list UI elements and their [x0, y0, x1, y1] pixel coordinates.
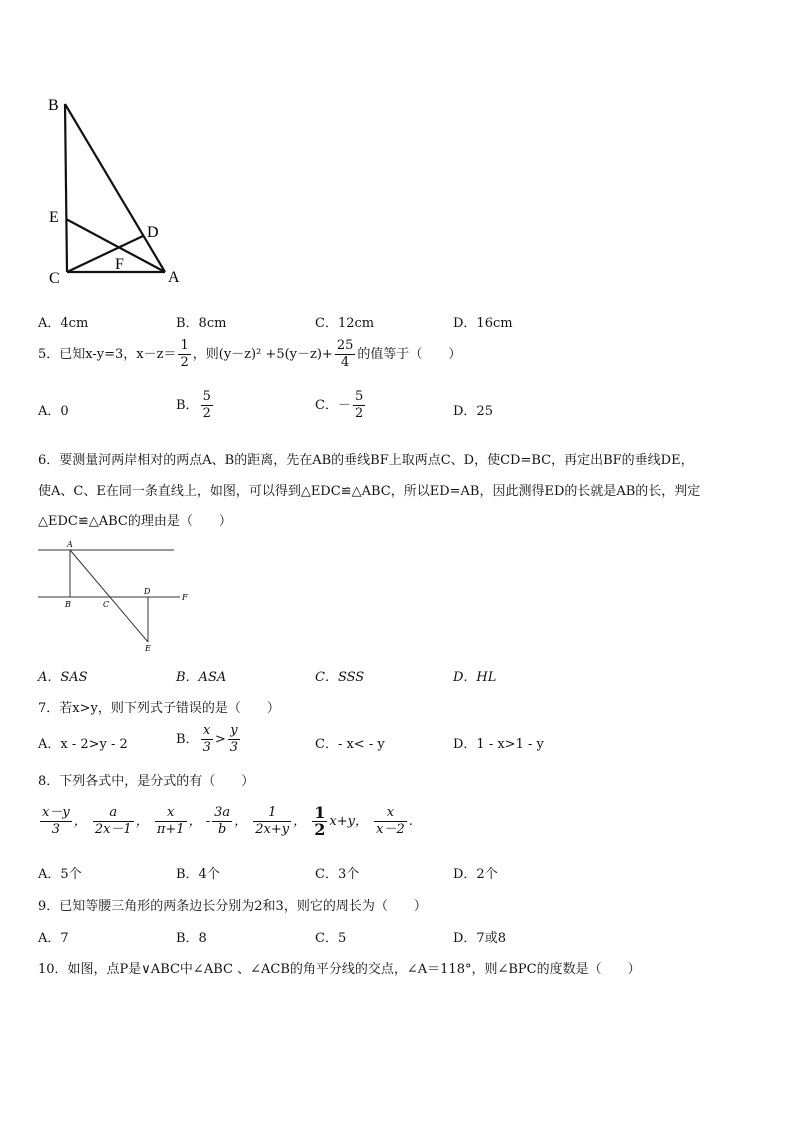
- river-figure: [36, 538, 196, 656]
- q5-option-b-label: B．: [176, 398, 199, 413]
- q8-expr-5-den: 2x+y: [255, 822, 290, 837]
- label-d: D: [144, 587, 151, 596]
- q8-option-c[interactable]: C．3个: [315, 867, 360, 882]
- q5-fraction: [335, 338, 356, 371]
- q8-expr-6-num: 1: [314, 803, 326, 822]
- q6-line-3: △EDC≌△ABC的理由是（ ）: [38, 514, 232, 529]
- q7-option-a[interactable]: A．x - 2>y - 2: [38, 737, 128, 752]
- q5-frac-den: 4: [340, 355, 350, 370]
- q8-expr-4-num: 3a: [214, 805, 231, 820]
- q8-expr-2: [93, 805, 134, 838]
- q5-option-b-fraction: [201, 389, 213, 422]
- question-10: 10．如图，点P是∨ABC中∠ABC 、∠ACB的角平分线的交点，∠A＝118°，则∠BPC的度数是（ ）: [38, 962, 641, 977]
- q8-expr-4-den: b: [217, 822, 227, 837]
- q7-option-b-op: >: [214, 732, 226, 747]
- q5-option-b-num: 5: [202, 389, 211, 404]
- q5-mid: ，则(y－z)² +5(y－z)+: [192, 347, 333, 362]
- q9-option-c[interactable]: C．5: [315, 931, 347, 946]
- q8-expr-2-num: a: [93, 805, 134, 822]
- label-d: D: [147, 224, 159, 241]
- q5-option-b[interactable]: [176, 389, 215, 422]
- label-b: B: [65, 600, 71, 609]
- q6-option-b[interactable]: B．ASA: [176, 670, 227, 685]
- q8-expr-5: [253, 805, 291, 838]
- q8-expr-7: [374, 805, 407, 838]
- q7-option-d[interactable]: D．1 - x>1 - y: [453, 737, 544, 752]
- q8-expr-6-den: 2: [314, 820, 326, 839]
- q7-option-b-left-den: 3: [202, 740, 211, 755]
- triangle-figure: [40, 92, 200, 292]
- q5-suffix: 的值等于（ ）: [357, 347, 462, 362]
- q7-option-c[interactable]: C．- x< - y: [315, 737, 385, 752]
- label-a: A: [67, 540, 73, 549]
- q8-expr-7-num: x: [374, 805, 407, 822]
- label-a: A: [168, 269, 180, 286]
- q5-option-c-num: 5: [354, 389, 364, 404]
- q8-expr-6: [312, 805, 327, 838]
- q7-option-b-right-den: 3: [229, 740, 239, 755]
- q5-option-b-den: 2: [202, 406, 211, 421]
- q8-expressions: $\frac{x-y}{3}$ ， $\frac{a}{2x-1}$ ， $\frac{x}{\pi+1}$ ， - $\frac{3a}{b}$ ， $\frac{1}{2x+y}$ ， $\frac{1}{2}$ x+y， $\frac{x}{x-2}$ .: [42, 803, 413, 839]
- q9-option-a[interactable]: A．7: [38, 931, 69, 946]
- q5-option-d[interactable]: D．25: [453, 404, 493, 419]
- q8-expr-1: [40, 805, 72, 838]
- segment-ae: [70, 550, 148, 642]
- q8-expr-4: [212, 805, 232, 838]
- q7-option-b-label: B．: [176, 732, 199, 747]
- q4-option-b[interactable]: B．8cm: [176, 316, 227, 331]
- label-c: C: [49, 270, 60, 287]
- q8-expr-2-den: 2x－1: [94, 822, 132, 837]
- q5-option-c-fraction: [353, 389, 365, 422]
- q8-expr-1-den: 3: [51, 822, 60, 837]
- q8-expr-7-den: x－2: [376, 822, 405, 837]
- q6-option-d[interactable]: D．HL: [453, 670, 497, 685]
- label-f: F: [115, 256, 124, 273]
- q6-option-c[interactable]: C．SSS: [315, 670, 365, 685]
- q9-option-b[interactable]: B．8: [176, 931, 207, 946]
- q6-line-1: 6．要测量河两岸相对的两点A、B的距离，先在AB的垂线BF上取两点C、D，使CD=BC，再定出BF的垂线DE，: [38, 453, 694, 468]
- q7-option-b-right-num: y: [228, 723, 240, 740]
- q5-option-c[interactable]: [315, 389, 367, 422]
- q8-expr-3-den: π+1: [156, 822, 185, 837]
- q4-option-a[interactable]: A．4cm: [38, 316, 89, 331]
- q8-option-d[interactable]: D．2个: [453, 867, 498, 882]
- q8-option-a[interactable]: A．5个: [38, 867, 82, 882]
- question-9: 9．已知等腰三角形的两条边长分别为2和3，则它的周长为（ ）: [38, 899, 427, 914]
- label-e: E: [145, 644, 151, 653]
- q7-option-b-left: [201, 723, 213, 756]
- q8-expr-5-num: 1: [253, 805, 291, 822]
- q5-prefix: 5．已知x-y=3，x－z＝: [38, 347, 177, 362]
- q5-option-c-label: C．－: [315, 398, 351, 413]
- q8-expr-3: [155, 805, 187, 838]
- label-e: E: [49, 209, 59, 226]
- q7-option-b[interactable]: [176, 723, 242, 756]
- q4-option-c[interactable]: C．12cm: [315, 316, 375, 331]
- q5-frac-num: 25: [336, 338, 354, 353]
- q4-option-d[interactable]: D．16cm: [453, 316, 513, 331]
- question-7: 7．若x>y，则下列式子错误的是（ ）: [38, 701, 280, 716]
- q5-option-c-den: 2: [354, 406, 364, 421]
- segment-ba: [65, 104, 165, 272]
- q8-expr-1-num: x－y: [42, 805, 70, 820]
- label-b: B: [48, 97, 59, 114]
- q8-expr-6-tail: x+y: [329, 814, 355, 829]
- question-8: 8．下列各式中，是分式的有（ ）: [38, 774, 255, 789]
- q9-option-d[interactable]: D．7或8: [453, 931, 506, 946]
- q7-option-b-right: [228, 723, 240, 756]
- q5-half-den: 2: [180, 355, 189, 370]
- question-5: [38, 338, 461, 371]
- q8-option-b[interactable]: B．4个: [176, 867, 220, 882]
- q6-line-2: 使A、C、E在同一条直线上，如图，可以得到△EDC≌△ABC，所以ED=AB，因此测得ED的长就是AB的长，判定: [38, 484, 701, 499]
- segment-bc: [65, 104, 67, 272]
- q8-expr-3-num: x: [155, 805, 187, 822]
- q7-option-b-left-num: x: [201, 723, 213, 740]
- label-f: F: [182, 593, 188, 602]
- q5-half-num: 1: [180, 338, 189, 353]
- q5-half-fraction: [178, 338, 190, 371]
- q5-option-a[interactable]: A．0: [38, 404, 69, 419]
- q6-option-a[interactable]: A．SAS: [38, 670, 88, 685]
- label-c: C: [103, 600, 110, 609]
- q8-expr-4-sign: -: [205, 814, 211, 829]
